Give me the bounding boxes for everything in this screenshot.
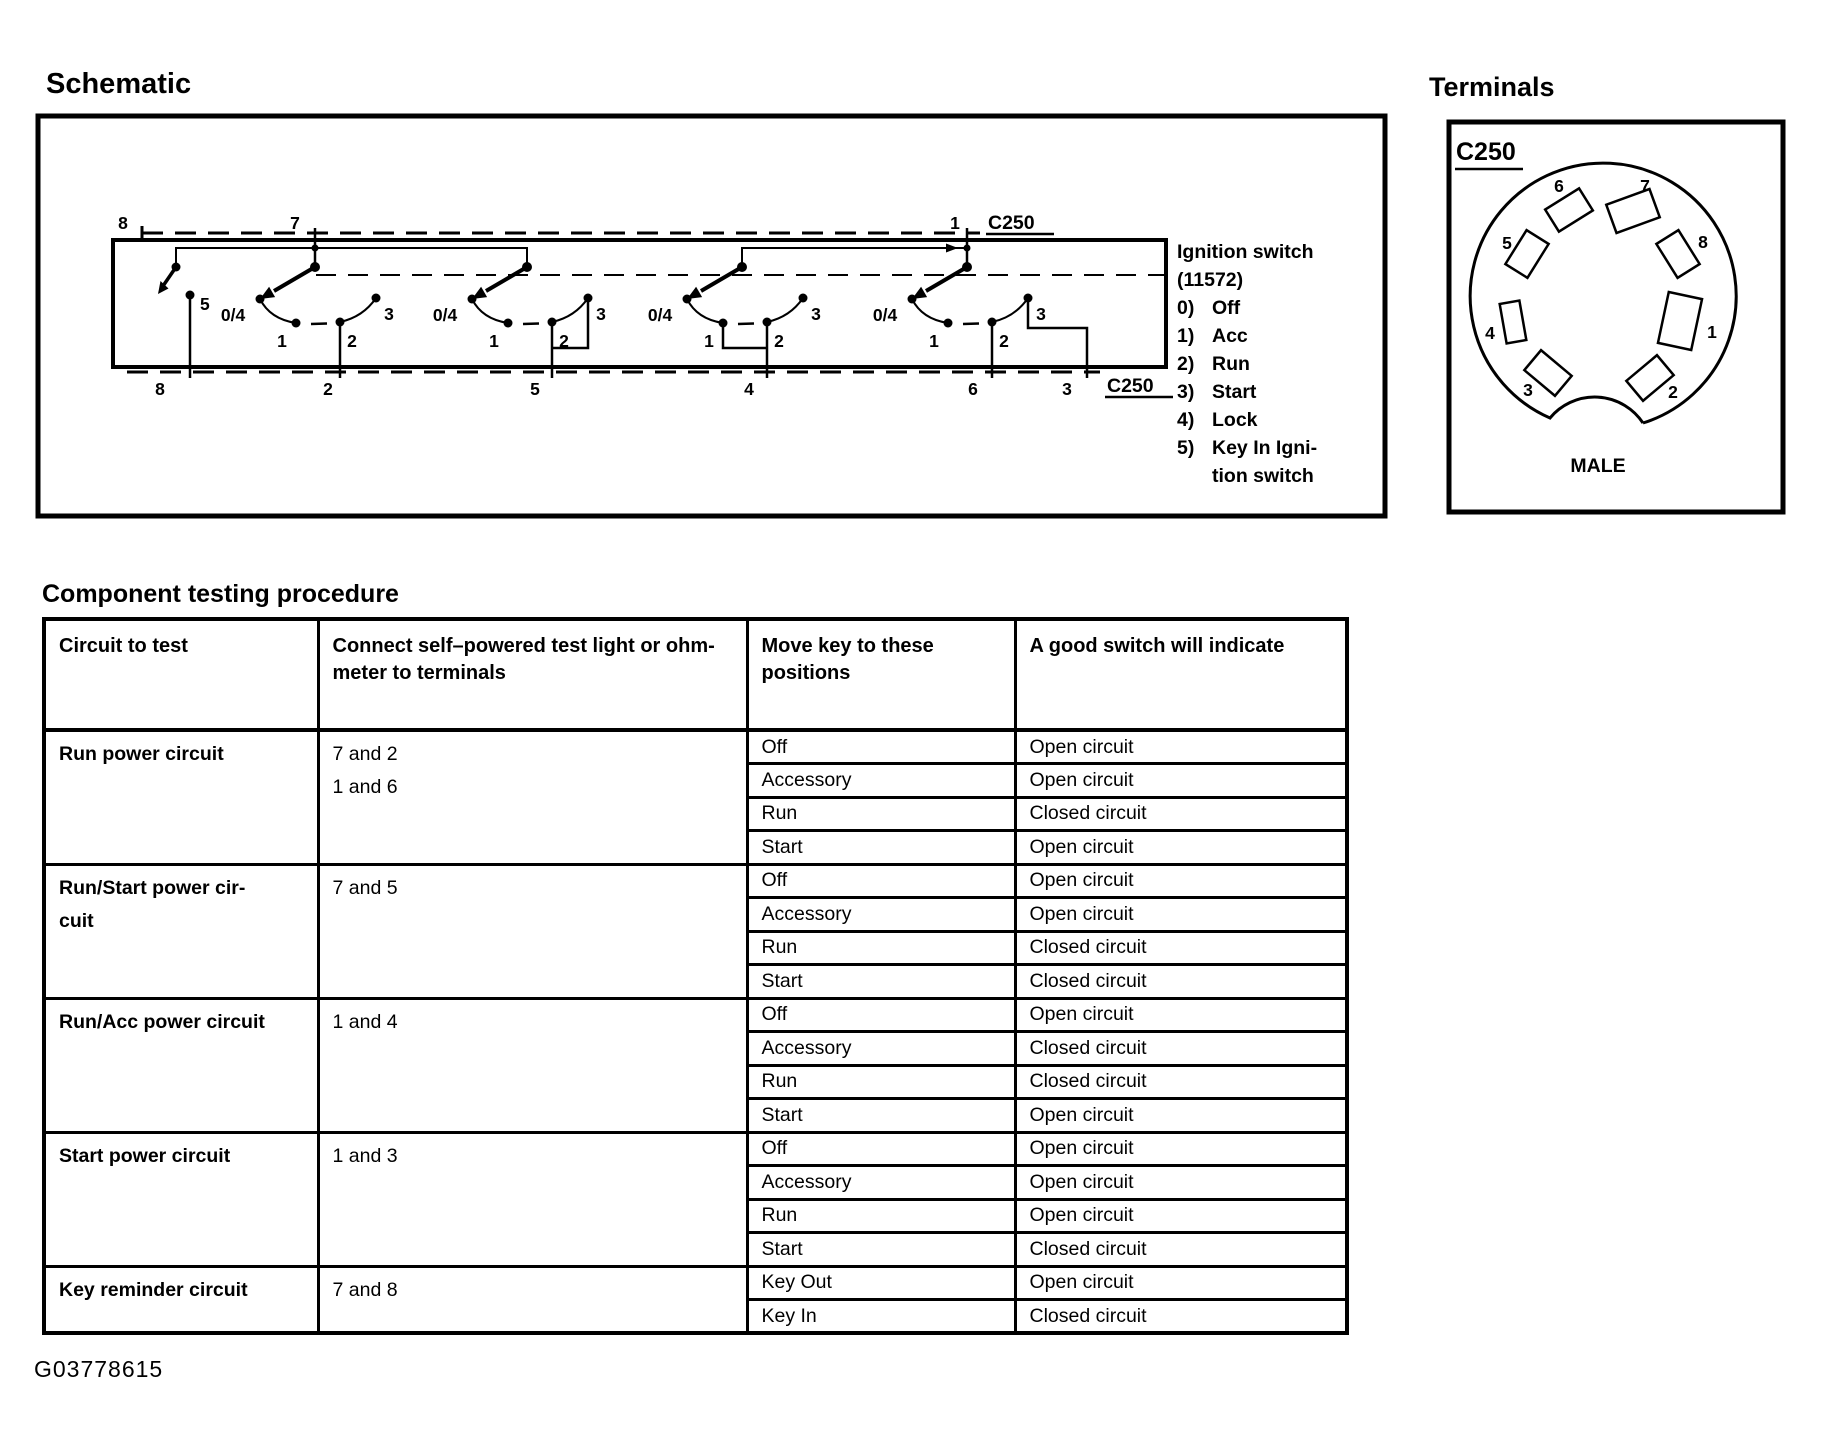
terminal-label-top-7: 7 bbox=[290, 213, 300, 233]
svg-text:1: 1 bbox=[929, 331, 939, 351]
table-row bbox=[44, 1266, 1347, 1300]
terminal-label-bottom-6: 6 bbox=[968, 379, 978, 399]
pin-label-2: 2 bbox=[1668, 382, 1678, 402]
header-indication: A good switch will indicate bbox=[1015, 619, 1347, 730]
cell-result: Open circuit bbox=[1015, 864, 1347, 898]
pin-label-4: 4 bbox=[1485, 323, 1495, 343]
svg-text:0/4: 0/4 bbox=[220, 305, 246, 325]
cell-result: Closed circuit bbox=[1015, 1065, 1347, 1099]
terminal-label-bottom-2: 2 bbox=[323, 379, 333, 399]
svg-text:2: 2 bbox=[774, 331, 784, 351]
legend-wrap-line: tion switch bbox=[1212, 465, 1314, 487]
cell-result: Closed circuit bbox=[1015, 797, 1347, 831]
svg-text:0/4: 0/4 bbox=[432, 305, 458, 325]
terminal-label-bottom-3: 3 bbox=[1062, 379, 1072, 399]
svg-text:Key In Igni-: Key In Igni- bbox=[1212, 437, 1318, 459]
testing-section-title: Component testing procedure bbox=[42, 580, 399, 608]
cell-key-position: Start bbox=[747, 1099, 1015, 1133]
svg-text:0): 0) bbox=[1177, 297, 1195, 319]
pin-label-3: 3 bbox=[1523, 380, 1533, 400]
wire-arrow-tick bbox=[946, 244, 958, 253]
svg-text:2: 2 bbox=[559, 331, 569, 351]
cell-result: Open circuit bbox=[1015, 1199, 1347, 1233]
pin-label-1: 1 bbox=[1707, 322, 1717, 342]
svg-text:2): 2) bbox=[1177, 353, 1195, 375]
pin-label-8: 8 bbox=[1698, 232, 1708, 252]
schematic-section-title: Schematic bbox=[46, 68, 192, 100]
cell-key-position: Key In bbox=[747, 1300, 1015, 1334]
svg-text:3: 3 bbox=[811, 304, 821, 324]
cell-circuit: Run power circuit bbox=[44, 730, 318, 864]
svg-text:3: 3 bbox=[596, 304, 606, 324]
terminal-label-bottom-4: 4 bbox=[744, 379, 754, 399]
table-row bbox=[44, 864, 1347, 898]
svg-text:1: 1 bbox=[277, 331, 287, 351]
svg-text:2: 2 bbox=[347, 331, 357, 351]
cell-key-position: Run bbox=[747, 1065, 1015, 1099]
cell-circuit: Run/Acc power circuit bbox=[44, 998, 318, 1132]
svg-text:2: 2 bbox=[999, 331, 1009, 351]
schematic-legend bbox=[1177, 241, 1317, 487]
pin-1 bbox=[1658, 292, 1702, 350]
cell-result: Open circuit bbox=[1015, 898, 1347, 932]
cell-circuit: Start power circuit bbox=[44, 1132, 318, 1266]
header-key-positions: Move key to these positions bbox=[747, 619, 1015, 730]
switch-wafer-run bbox=[221, 262, 394, 351]
pin-label-5: 5 bbox=[1502, 233, 1512, 253]
cell-result: Open circuit bbox=[1015, 998, 1347, 1032]
cell-key-position: Start bbox=[747, 1233, 1015, 1267]
cell-result: Open circuit bbox=[1015, 1132, 1347, 1166]
svg-text:3): 3) bbox=[1177, 381, 1195, 403]
svg-text:0/4: 0/4 bbox=[872, 305, 898, 325]
svg-text:Lock: Lock bbox=[1212, 409, 1258, 431]
terminals-panel bbox=[1449, 122, 1783, 512]
terminals-connector-label: C250 bbox=[1456, 138, 1516, 166]
connector-face-outline bbox=[1470, 163, 1736, 423]
header-terminals: Connect self–powered test light or ohm- meter to terminals bbox=[318, 619, 747, 730]
cell-result: Closed circuit bbox=[1015, 1233, 1347, 1267]
key-in-switch bbox=[158, 263, 210, 379]
cell-key-position: Accessory bbox=[747, 898, 1015, 932]
wire-terminal1-branch bbox=[742, 248, 967, 267]
cell-key-position: Start bbox=[747, 831, 1015, 865]
connector-gender-label: MALE bbox=[1570, 455, 1626, 477]
cell-result: Closed circuit bbox=[1015, 931, 1347, 965]
svg-text:Start: Start bbox=[1212, 381, 1257, 403]
cell-key-position: Start bbox=[747, 965, 1015, 999]
terminal-label-bottom-8: 8 bbox=[155, 379, 165, 399]
table-header-row bbox=[44, 619, 1347, 730]
pin-6 bbox=[1545, 188, 1593, 231]
cell-key-position: Off bbox=[747, 864, 1015, 898]
cell-key-position: Key Out bbox=[747, 1266, 1015, 1300]
svg-text:1): 1) bbox=[1177, 325, 1195, 347]
terminals-frame bbox=[1449, 122, 1783, 512]
terminal-label-bottom-5: 5 bbox=[530, 379, 540, 399]
cell-result: Open circuit bbox=[1015, 764, 1347, 798]
cell-circuit: Run/Start power cir- cuit bbox=[44, 864, 318, 998]
cell-terminals: 1 and 3 bbox=[318, 1132, 747, 1266]
svg-text:3: 3 bbox=[1036, 304, 1046, 324]
cell-result: Closed circuit bbox=[1015, 1032, 1347, 1066]
cell-result: Closed circuit bbox=[1015, 1300, 1347, 1334]
key-in-blade bbox=[163, 267, 176, 286]
connector-label-bottom: C250 bbox=[1107, 375, 1154, 397]
svg-text:Run: Run bbox=[1212, 353, 1250, 375]
cell-key-position: Off bbox=[747, 998, 1015, 1032]
cell-circuit: Key reminder circuit bbox=[44, 1266, 318, 1333]
svg-text:Acc: Acc bbox=[1212, 325, 1248, 347]
pin-8 bbox=[1656, 230, 1699, 278]
svg-text:5): 5) bbox=[1177, 437, 1195, 459]
wire-wafer3-acc-join bbox=[723, 325, 767, 348]
terminal-label-top-8: 8 bbox=[118, 213, 128, 233]
svg-text:Off: Off bbox=[1212, 297, 1241, 319]
testing-procedure-table bbox=[42, 617, 1349, 1335]
cell-result: Open circuit bbox=[1015, 730, 1347, 764]
wire-terminal7-branch bbox=[176, 248, 527, 267]
pin-2 bbox=[1626, 355, 1673, 401]
cell-result: Open circuit bbox=[1015, 1166, 1347, 1200]
figure-id: G03778615 bbox=[34, 1356, 164, 1382]
terminals-section-title: Terminals bbox=[1429, 72, 1555, 102]
table-row bbox=[44, 730, 1347, 764]
cell-terminals: 7 and 5 bbox=[318, 864, 747, 998]
svg-text:1: 1 bbox=[489, 331, 499, 351]
pin-7 bbox=[1606, 189, 1659, 233]
table-row bbox=[44, 998, 1347, 1032]
connector-label-top: C250 bbox=[988, 212, 1035, 234]
cell-terminals: 7 and 2 1 and 6 bbox=[318, 730, 747, 864]
pin-label-6: 6 bbox=[1554, 176, 1564, 196]
legend-device-part: (11572) bbox=[1177, 269, 1244, 291]
cell-result: Open circuit bbox=[1015, 1266, 1347, 1300]
cell-result: Open circuit bbox=[1015, 831, 1347, 865]
cell-key-position: Accessory bbox=[747, 1166, 1015, 1200]
junction-dot-7 bbox=[312, 245, 319, 252]
header-circuit: Circuit to test bbox=[44, 619, 318, 730]
svg-text:0/4: 0/4 bbox=[647, 305, 673, 325]
cell-key-position: Run bbox=[747, 797, 1015, 831]
terminal-label-top-1: 1 bbox=[950, 213, 960, 233]
cell-key-position: Off bbox=[747, 1132, 1015, 1166]
cell-result: Closed circuit bbox=[1015, 965, 1347, 999]
cell-terminals: 1 and 4 bbox=[318, 998, 747, 1132]
ignition-switch-schematic bbox=[0, 0, 1823, 560]
junction-dot-1 bbox=[964, 245, 971, 252]
cell-key-position: Accessory bbox=[747, 1032, 1015, 1066]
svg-text:1: 1 bbox=[704, 331, 714, 351]
key-in-contact-label: 5 bbox=[200, 294, 210, 314]
svg-text:3: 3 bbox=[384, 304, 394, 324]
svg-text:4): 4) bbox=[1177, 409, 1195, 431]
table-row bbox=[44, 1132, 1347, 1166]
cell-key-position: Run bbox=[747, 1199, 1015, 1233]
cell-result: Open circuit bbox=[1015, 1099, 1347, 1133]
cell-terminals: 7 and 8 bbox=[318, 1266, 747, 1333]
pin-label-7: 7 bbox=[1640, 176, 1650, 196]
legend-device-name: Ignition switch bbox=[1177, 241, 1314, 263]
cell-key-position: Accessory bbox=[747, 764, 1015, 798]
cell-key-position: Off bbox=[747, 730, 1015, 764]
cell-key-position: Run bbox=[747, 931, 1015, 965]
pin-4 bbox=[1500, 301, 1527, 344]
